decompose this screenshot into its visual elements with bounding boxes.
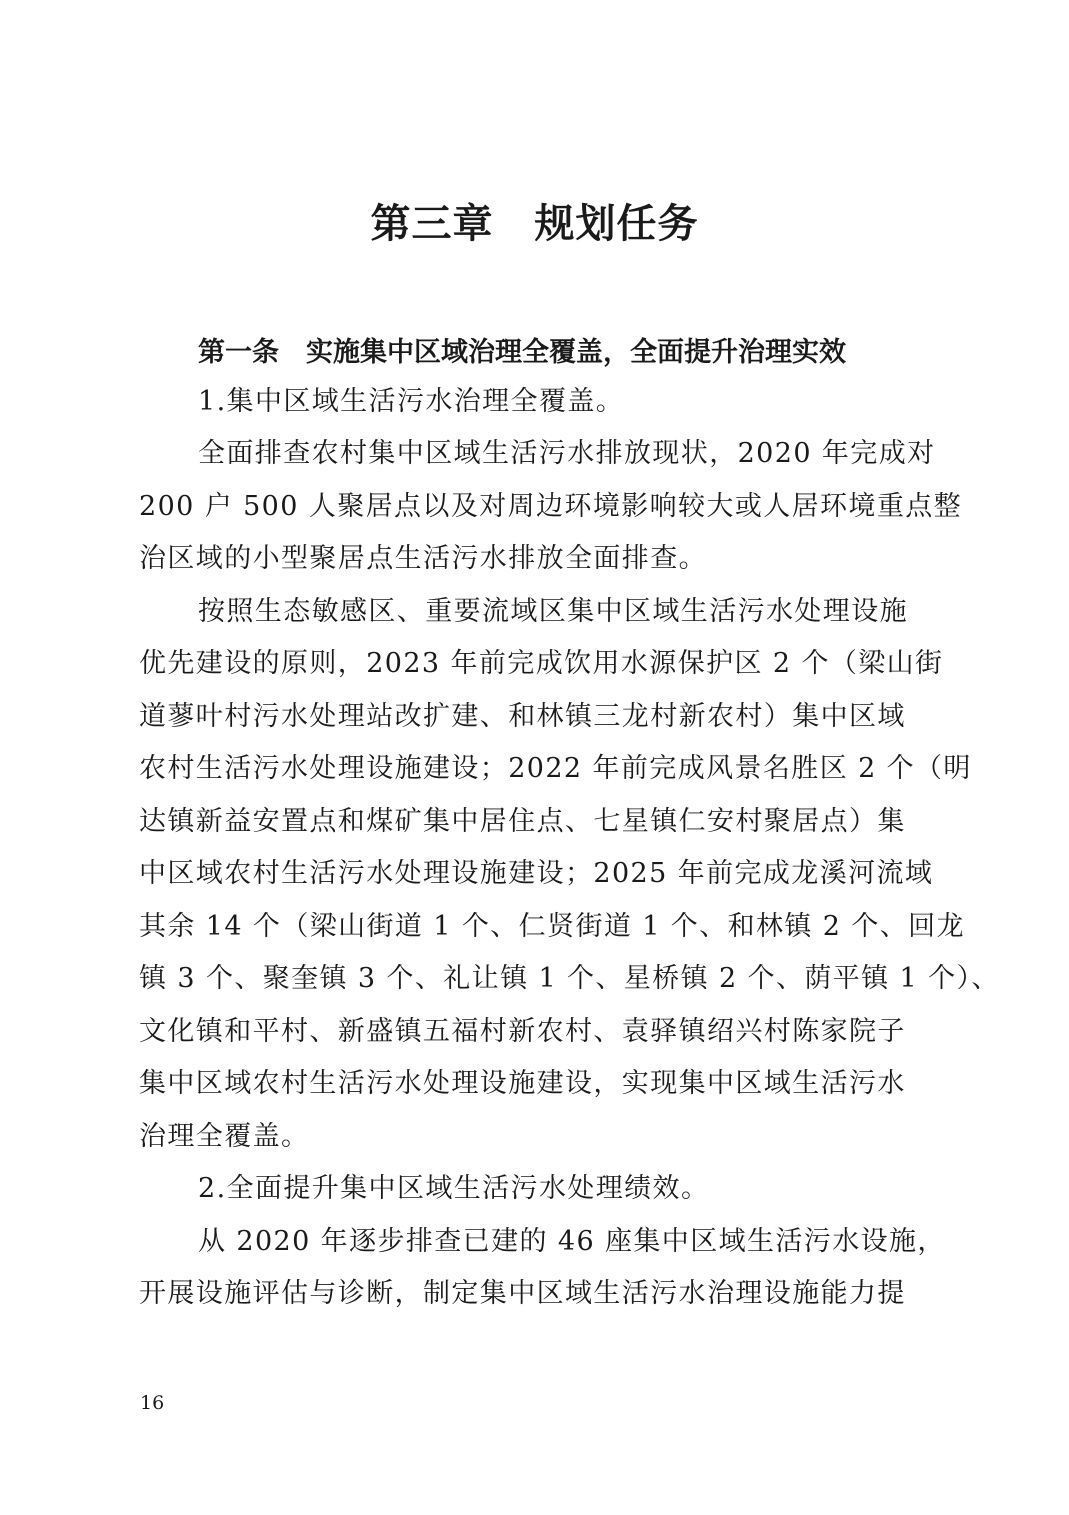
paragraph-line: 道蓼叶村污水处理站改扩建、和林镇三龙村新农村）集中区域	[139, 701, 906, 732]
subsection-heading: 2.全面提升集中区域生活污水处理绩效。	[198, 1173, 710, 1204]
subsection-heading: 1.集中区域生活污水治理全覆盖。	[198, 386, 625, 417]
paragraph-line: 文化镇和平村、新盛镇五福村新农村、袁驿镇绍兴村陈家院子	[139, 1016, 906, 1047]
paragraph-line: 按照生态敏感区、重要流域区集中区域生活污水处理设施	[198, 596, 908, 627]
paragraph-line: 农村生活污水处理设施建设；2022 年前完成风景名胜区 2 个（明	[139, 753, 972, 784]
page-number: 16	[140, 1392, 165, 1414]
paragraph-line: 治理全覆盖。	[139, 1121, 310, 1152]
paragraph-line: 集中区域农村生活污水处理设施建设，实现集中区域生活污水	[139, 1068, 906, 1099]
paragraph-line: 治区域的小型聚居点生活污水排放全面排查。	[139, 543, 707, 574]
paragraph-line: 其余 14 个（梁山街道 1 个、仁贤街道 1 个、和林镇 2 个、回龙	[139, 911, 965, 942]
article-title: 第一条 实施集中区域治理全覆盖，全面提升治理实效	[198, 337, 846, 368]
paragraph-line: 从 2020 年逐步排查已建的 46 座集中区域生活污水设施，	[198, 1226, 946, 1257]
paragraph-line: 优先建设的原则，2023 年前完成饮用水源保护区 2 个（梁山街	[139, 648, 944, 679]
paragraph-line: 全面排查农村集中区域生活污水排放现状，2020 年完成对	[198, 438, 936, 469]
paragraph-line: 达镇新益安置点和煤矿集中居住点、七星镇仁安村聚居点）集	[139, 806, 906, 837]
chapter-title: 第三章 规划任务	[370, 200, 699, 247]
paragraph-line: 镇 3 个、聚奎镇 3 个、礼让镇 1 个、星桥镇 2 个、荫平镇 1 个）、	[139, 963, 1000, 994]
paragraph-line: 200 户 500 人聚居点以及对周边环境影响较大或人居环境重点整	[139, 491, 963, 522]
paragraph-line: 中区域农村生活污水处理设施建设；2025 年前完成龙溪河流域	[139, 858, 934, 889]
paragraph-line: 开展设施评估与诊断，制定集中区域生活污水治理设施能力提	[139, 1278, 906, 1309]
